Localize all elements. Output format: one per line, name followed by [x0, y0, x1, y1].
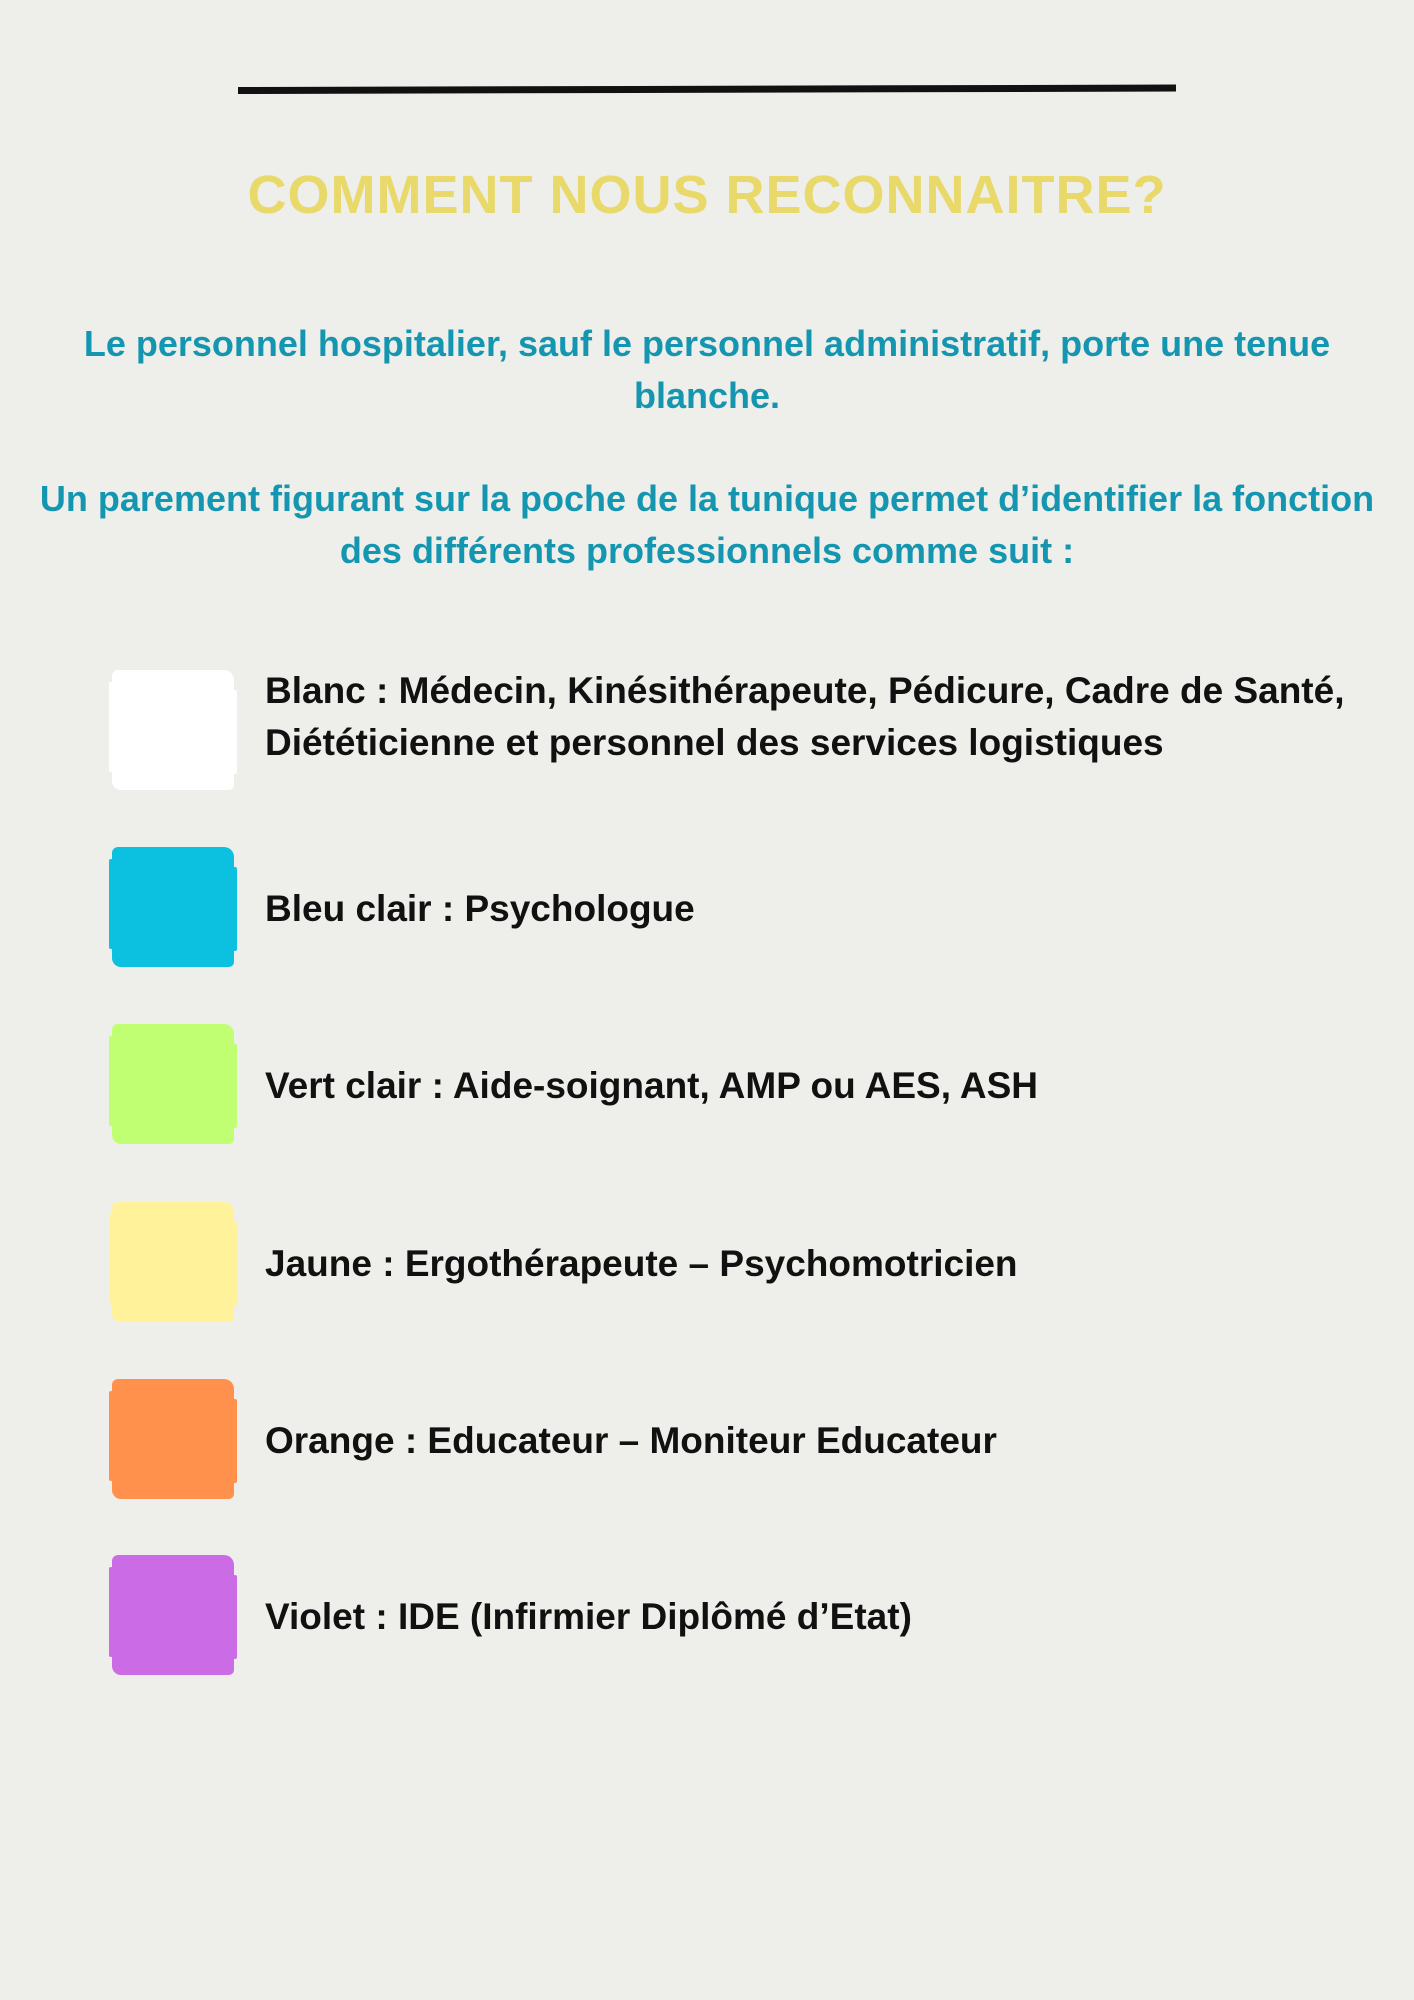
color-swatch-light-green [112, 1024, 234, 1144]
color-swatch-orange [112, 1379, 234, 1499]
page-title: COMMENT NOUS RECONNAITRE? [247, 165, 1167, 225]
legend-item-light-green [112, 1024, 1352, 1148]
color-swatch-white [112, 670, 234, 790]
legend-label: Jaune : Ergothérapeute – Psychomotricien [265, 1243, 1018, 1284]
legend-label: Blanc : Médecin, Kinésithérapeute, Pédicure, Cadre de Santé, Diététicienne et personnel des services logistiques [265, 670, 1345, 763]
legend-label: Bleu clair : Psychologue [265, 888, 695, 929]
legend-label: Orange : Educateur – Moniteur Educateur [265, 1420, 997, 1461]
top-divider [238, 85, 1176, 94]
legend-item-violet [112, 1555, 1352, 1679]
legend-item-orange [112, 1379, 1352, 1503]
intro-paragraph-uniform: Le personnel hospitalier, sauf le personnel administratif, porte une tenue blanche. [83, 323, 1331, 416]
legend-item-white [112, 670, 1352, 820]
color-swatch-light-blue [112, 847, 234, 967]
legend-label: Violet : IDE (Infirmier Diplômé d’Etat) [265, 1596, 912, 1637]
legend-item-yellow [112, 1202, 1352, 1326]
color-swatch-yellow [112, 1202, 234, 1322]
legend-label: Vert clair : Aide-soignant, AMP ou AES, ASH [265, 1065, 1039, 1106]
legend-item-light-blue [112, 847, 1352, 971]
color-swatch-violet [112, 1555, 234, 1675]
intro-paragraph-badge: Un parement figurant sur la poche de la tunique permet d’identifier la fonction des différents professionnels comme suit : [39, 478, 1375, 571]
